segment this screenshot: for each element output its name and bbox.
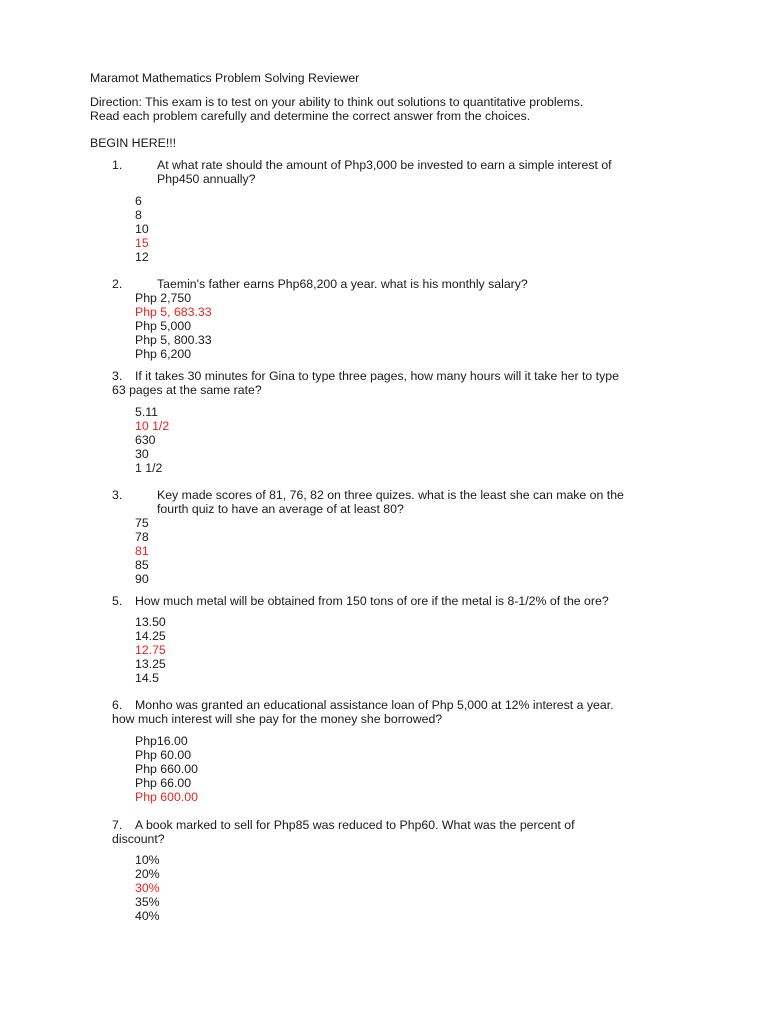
question-text-line-1: If it takes 30 minutes for Gina to type three pages, how many hours will it take her to type — [135, 369, 619, 383]
answer-choice: Php 5, 800.33 — [135, 333, 212, 347]
answer-choice: Php 660.00 — [135, 762, 198, 776]
answer-choice: 40% — [135, 909, 160, 923]
correct-answer-choice: 12.75 — [135, 643, 166, 657]
question-text-line-1: A book marked to sell for Php85 was reduced to Php60. What was the percent of — [135, 818, 575, 832]
question-text-line-2: fourth quiz to have an average of at least 80? — [157, 502, 404, 516]
question-3-choices — [135, 405, 169, 475]
answer-choice: 630 — [135, 433, 156, 447]
answer-choice: Php 5,000 — [135, 319, 192, 333]
question-3 — [112, 369, 712, 397]
answer-choice: 85 — [135, 558, 149, 572]
directions-line-1: Direction: This exam is to test on your ability to think out solutions to quantitative problems. — [90, 95, 584, 109]
question-number: 6. — [112, 698, 123, 712]
question-number: 1. — [112, 158, 123, 172]
question-number: 2. — [112, 277, 123, 291]
question-text-line-1: Taemin's father earns Php68,200 a year. what is his monthly salary? — [157, 277, 528, 291]
question-text-line-1: Monho was granted an educational assistance loan of Php 5,000 at 12% interest a year. — [135, 698, 614, 712]
question-4 — [112, 488, 712, 516]
question-text-line-1: How much metal will be obtained from 150 tons of ore if the metal is 8-1/2% of the ore? — [135, 594, 609, 608]
question-6 — [112, 698, 712, 726]
answer-choice: 35% — [135, 895, 160, 909]
question-number: 5. — [112, 594, 123, 608]
question-4-choices — [135, 516, 149, 586]
answer-choice: 20% — [135, 867, 160, 881]
question-5 — [112, 594, 712, 608]
question-2-choices — [135, 291, 212, 361]
answer-choice: 8 — [135, 208, 142, 222]
answer-choice: Php 60.00 — [135, 748, 192, 762]
correct-answer-choice: 81 — [135, 544, 149, 558]
question-text-line-1: Key made scores of 81, 76, 82 on three quizes. what is the least she can make on the — [157, 488, 624, 502]
answer-choice: Php 2,750 — [135, 291, 192, 305]
answer-choice: 78 — [135, 530, 149, 544]
correct-answer-choice: Php 600.00 — [135, 790, 198, 804]
question-text-line-2: discount? — [112, 832, 165, 846]
correct-answer-choice: 15 — [135, 236, 149, 250]
answer-choice: 12 — [135, 250, 149, 264]
correct-answer-choice: 10 1/2 — [135, 419, 170, 433]
answer-choice: 5.11 — [135, 405, 159, 419]
question-number: 7. — [112, 818, 123, 832]
question-number: 3. — [112, 369, 123, 383]
answer-choice: 90 — [135, 572, 149, 586]
answer-choice: 1 1/2 — [135, 461, 163, 475]
correct-answer-choice: Php 5, 683.33 — [135, 305, 212, 319]
question-7 — [112, 818, 712, 846]
document-title: Maramot Mathematics Problem Solving Reviewer — [90, 71, 360, 85]
answer-choice: Php16.00 — [135, 734, 188, 748]
answer-choice: 10 — [135, 222, 149, 236]
answer-choice: 13.50 — [135, 615, 166, 629]
question-text-line-1: At what rate should the amount of Php3,000 be invested to earn a simple interest of — [157, 158, 612, 172]
answer-choice: 75 — [135, 516, 149, 530]
answer-choice: Php 66.00 — [135, 776, 192, 790]
directions — [90, 95, 690, 123]
answer-choice: 14.5 — [135, 671, 159, 685]
question-7-choices — [135, 853, 160, 923]
answer-choice: 14.25 — [135, 629, 166, 643]
begin-heading: BEGIN HERE!!! — [90, 136, 177, 150]
answer-choice: 30 — [135, 447, 149, 461]
answer-choice: Php 6,200 — [135, 347, 192, 361]
question-text-line-2: how much interest will she pay for the money she borrowed? — [112, 712, 443, 726]
answer-choice: 13.25 — [135, 657, 166, 671]
question-2 — [112, 277, 712, 291]
question-text-line-2: Php450 annually? — [157, 172, 256, 186]
question-1-choices — [135, 194, 149, 264]
question-5-choices — [135, 615, 166, 685]
answer-choice: 6 — [135, 194, 142, 208]
answer-choice: 10% — [135, 853, 160, 867]
question-number: 3. — [112, 488, 123, 502]
correct-answer-choice: 30% — [135, 881, 160, 895]
question-6-choices — [135, 734, 198, 804]
question-1 — [112, 158, 712, 186]
question-text-line-2: 63 pages at the same rate? — [112, 383, 262, 397]
directions-line-2: Read each problem carefully and determine the correct answer from the choices. — [90, 109, 531, 123]
